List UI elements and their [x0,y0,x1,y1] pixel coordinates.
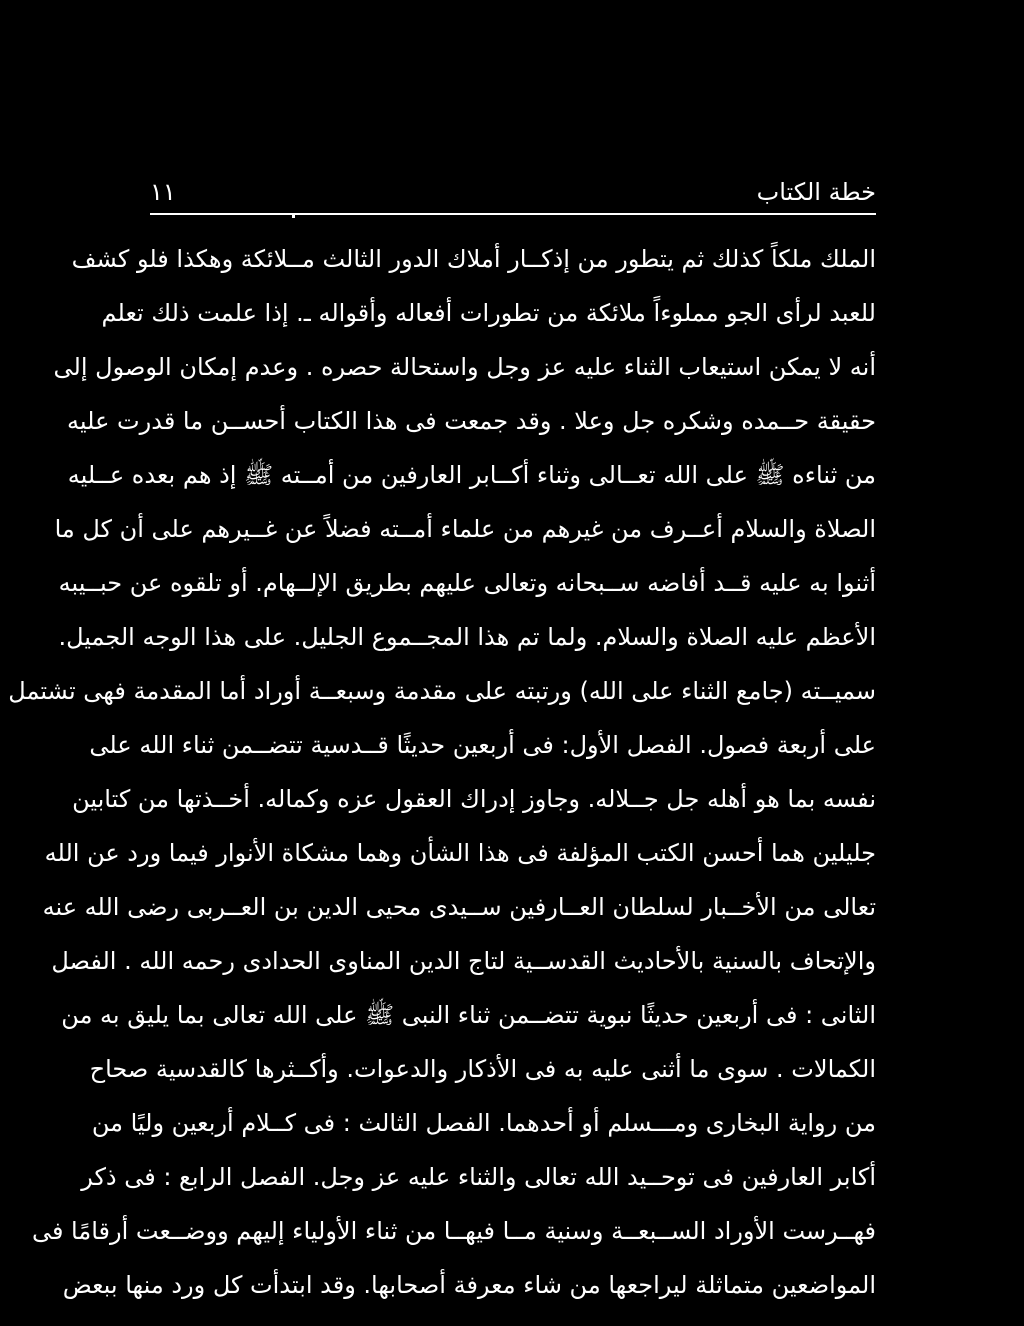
chapter-title: خطة الكتاب [756,178,876,206]
body-text [8,232,876,1312]
text-line: الملك ملكاً كذلك ثم يتطور من إذكــار أملاك الدور الثالث مــلائكة وهكذا فلو كشف [71,245,876,273]
text-line: الأعظم عليه الصلاة والسلام. ولما تم هذا المجــموع الجليل. على هذا الوجه الجميل. [58,623,876,651]
text-line: أنه لا يمكن استيعاب الثناء عليه عز وجل واستحالة حصره . وعدم إمكان الوصول إلى [53,353,876,381]
text-line: فهــرست الأوراد الســبعــة وسنية مــا فيهــا من ثناء الأولياء إليهم ووضــعت أرقامًا فى [31,1217,876,1245]
text-line: الصلاة والسلام أعــرف من غيرهم من علماء أمــته فضلاً عن غــيرهم على أن كل ما [54,515,876,543]
text-line: على أربعة فصول. الفصل الأول: فى أربعين حديثًا قــدسية تتضــمن ثناء الله على [89,731,876,759]
text-line: والإتحاف بالسنية بالأحاديث القدســية لتاج الدين المناوى الحدادى رحمه الله . الفصل [51,947,876,975]
page-header [150,176,876,208]
text-line: للعبد لرأى الجو مملوءاً ملائكة من تطورات أفعاله وأقواله ـ. إذا علمت ذلك تعلم [101,299,876,327]
text-line: المواضعين متماثلة ليراجعها من شاء معرفة أصحابها. وقد ابتدأت كل ورد منها ببعض [62,1271,876,1299]
text-line: من رواية البخارى ومـــسلم أو أحدهما. الفصل الثالث : فى كــلام أربعين وليًا من [91,1109,876,1137]
text-line: أثنوا به عليه قــد أفاضه ســبحانه وتعالى عليهم بطريق الإلــهام. أو تلقوه عن حبــيبه [58,569,876,597]
rule-mark [292,215,295,218]
text-line: جليلين هما أحسن الكتب المؤلفة فى هذا الشأن وهما مشكاة الأنوار فيما ورد عن الله [44,839,876,867]
text-line: من ثناءه ﷺ على الله تعــالى وثناء أكــابر العارفين من أمــته ﷺ إذ هم بعده عــليه [67,461,876,489]
text-line: الكمالات . سوى ما أثنى عليه به فى الأذكار والدعوات. وأكــثرها كالقدسية صحاح [89,1055,876,1083]
text-line: الثانى : فى أربعين حديثًا نبوية تتضــمن ثناء النبى ﷺ على الله تعالى بما يليق به من [61,1001,876,1029]
text-line: سميــته (جامع الثناء على الله) ورتبته على مقدمة وسبعــة أوراد أما المقدمة فهى تشتمل [8,677,876,705]
text-line: تعالى من الأخــبار لسلطان العــارفين ســيدى محيى الدين بن العــربى رضى الله عنه [42,893,876,921]
text-line: نفسه بما هو أهله جل جــلاله. وجاوز إدراك العقول عزه وكماله. أخــذتها من كتابين [72,785,876,813]
text-line: أكابر العارفين فى توحــيد الله تعالى والثناء عليه عز وجل. الفصل الرابع : فى ذكر [81,1163,876,1191]
text-line: حقيقة حــمده وشكره جل وعلا . وقد جمعت فى هذا الكتاب أحســن ما قدرت عليه [67,407,876,435]
page-number: ١١ [150,178,176,206]
header-rule [150,213,876,215]
